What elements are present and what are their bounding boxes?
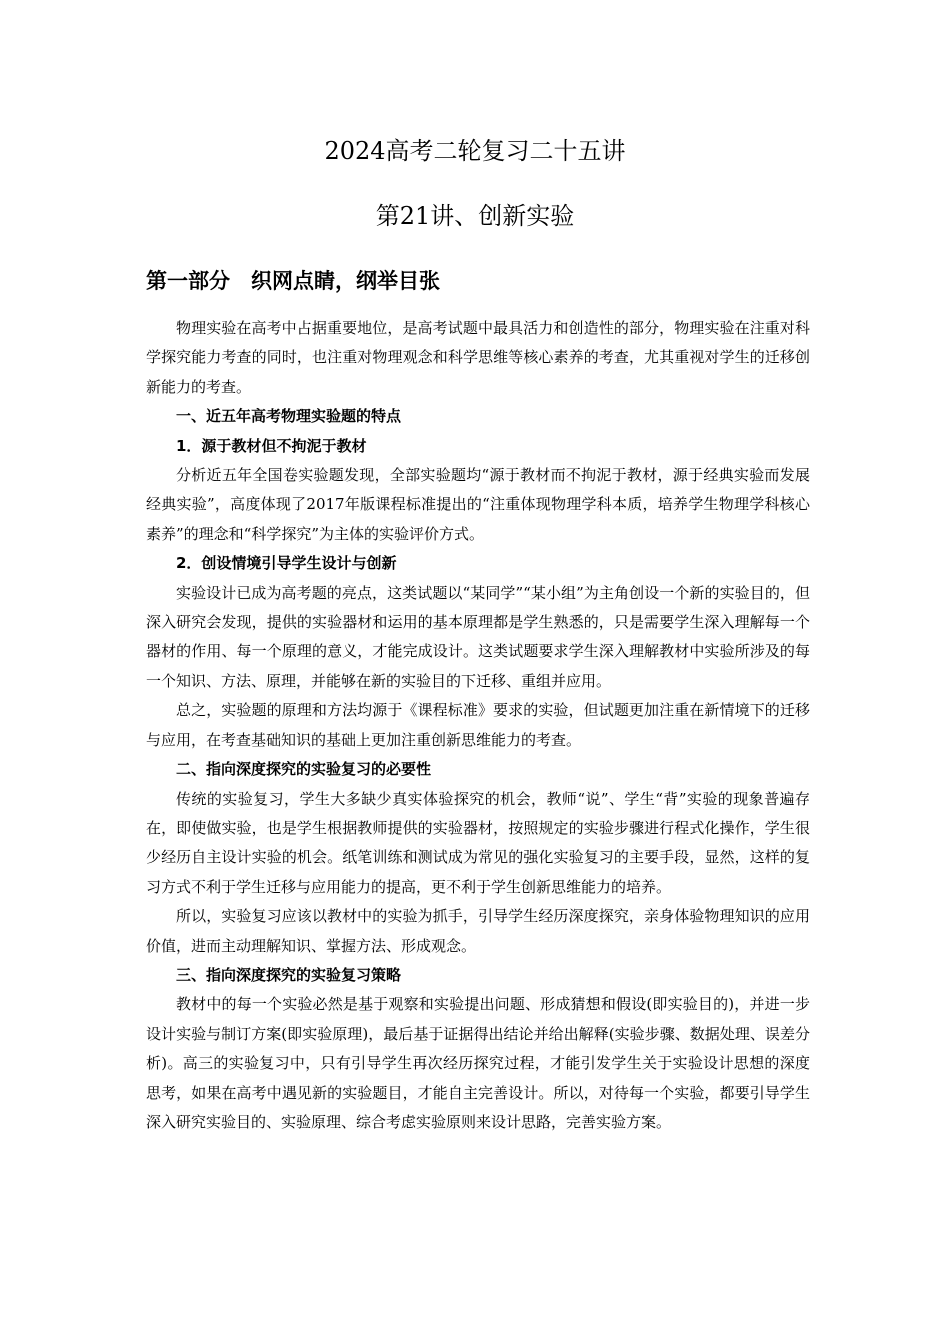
- summary-paragraph: 总之，实验题的原理和方法均源于《课程标准》要求的实验，但试题更加注重在新情境下的迁移与应用，在考查基础知识的基础上更加注重创新思维能力的考查。: [146, 701, 810, 749]
- section-heading-2: 二、指向深度探究的实验复习的必要性: [176, 760, 432, 779]
- document-body: [146, 314, 810, 1137]
- intro-paragraph: 物理实验在高考中占据重要地位，是高考试题中最具活力和创造性的部分，物理实验在注重对科学探究能力考查的同时，也注重对物理观念和科学思维等核心素养的考查，尤其重视对学生的迁移创新能力的考查。: [146, 319, 810, 396]
- paragraph: 实验设计已成为高考题的亮点，这类试题以“某同学”“某小组”为主角创设一个新的实验目的，但深入研究会发现，提供的实验器材和运用的基本原理都是学生熟悉的，只是需要学生深入理解每一个器材的作用、每一个原理的意义，才能完成设计。这类试题要求学生深入理解教材中实验所涉及的每一个知识、方法、原理，并能够在新的实验目的下迁移、重组并应用。: [146, 583, 810, 690]
- paragraph: 分析近五年全国卷实验题发现，全部实验题均“源于教材而不拘泥于教材，源于经典实验而发展经典实验”，高度体现了2017年版课程标准提出的“注重体现物理学科本质，培养学生物理学科核心素养”的理念和“科学探究”为主体的实验评价方式。: [146, 466, 810, 543]
- paragraph: 教材中的每一个实验必然是基于观察和实验提出问题、形成猜想和假设(即实验目的)，并进一步设计实验与制订方案(即实验原理)，最后基于证据得出结论并给出解释(实验步骤、数据处理、误差分析)。高三的实验复习中，只有引导学生再次经历探究过程，才能引发学生关于实验设计思想的深度思考，如果在高考中遇见新的实验题目，才能自主完善设计。所以，对待每一个实验，都要引导学生深入研究实验目的、实验原理、综合考虑实验原则来设计思路，完善实验方案。: [146, 995, 810, 1131]
- paragraph: 传统的实验复习，学生大多缺少真实体验探究的机会，教师“说”、学生“背”实验的现象普遍存在，即使做实验，也是学生根据教师提供的实验器材，按照规定的实验步骤进行程式化操作，学生很少经历自主设计实验的机会。纸笔训练和测试成为常见的强化实验复习的主要手段，显然，这样的复习方式不利于学生迁移与应用能力的提高，更不利于学生创新思维能力的培养。: [146, 789, 810, 896]
- section-heading-1: 一、近五年高考物理实验题的特点: [176, 407, 402, 426]
- part-heading: 第一部分 织网点睛，纲举目张: [146, 269, 440, 293]
- paragraph: 所以，实验复习应该以教材中的实验为抓手，引导学生经历深度探究，亲身体验物理知识的应用价值，进而主动理解知识、掌握方法、形成观念。: [146, 907, 810, 955]
- document-title: 2024高考二轮复习二十五讲: [324, 137, 626, 165]
- subsection-heading-2: 2．创设情境引导学生设计与创新: [176, 554, 397, 573]
- section-heading-3: 三、指向深度探究的实验复习策略: [176, 965, 402, 984]
- subsection-heading-1: 1．源于教材但不拘泥于教材: [176, 436, 367, 455]
- lecture-subtitle: 第21讲、创新实验: [375, 202, 575, 230]
